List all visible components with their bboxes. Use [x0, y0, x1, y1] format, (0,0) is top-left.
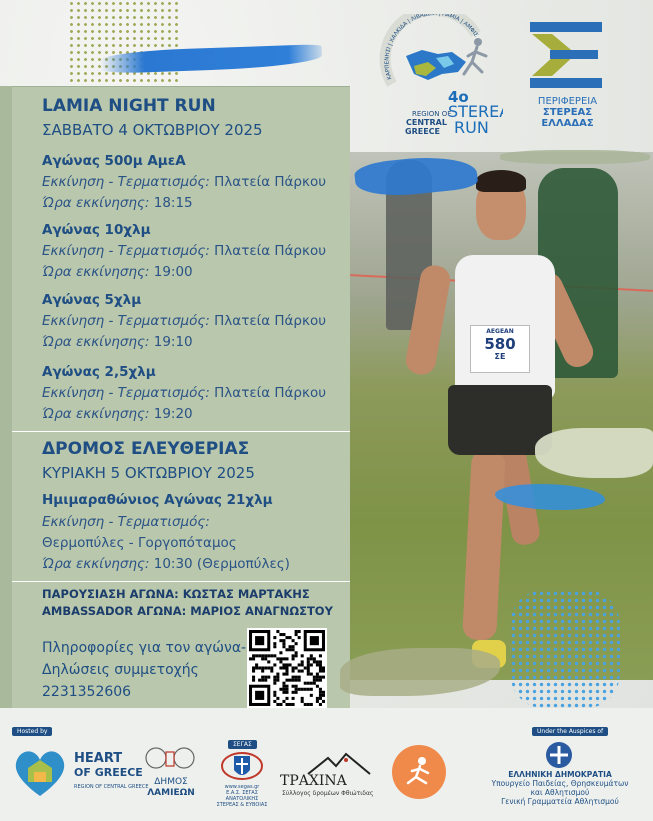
heart-of-greece-heart-icon — [10, 742, 70, 802]
trachina-sub: Σύλλογος δρομέων Φθιώτιδας — [282, 790, 374, 797]
qr-module — [282, 673, 285, 676]
qr-module — [273, 682, 276, 685]
race-start — [42, 174, 326, 190]
qr-module — [285, 648, 288, 651]
presenter-credit: ΠΑΡΟΥΣΙΑΣΗ ΑΓΩΝΑ: ΚΩΣΤΑΣ ΜΑΡΤΑΚΗΣ — [42, 587, 310, 601]
qr-module — [273, 694, 276, 697]
qr-module — [292, 670, 295, 673]
logo-name-line2: RUN — [454, 118, 489, 136]
qr-module — [307, 703, 310, 706]
race-start — [42, 243, 326, 259]
qr-module — [316, 700, 319, 703]
qr-module — [295, 688, 298, 691]
logo-arc-cities: ΚΑΡΠΕΝΗΣΙ | ΧΑΛΚΙΔΑ | ΛΙΒΑΔΕΙ | ΛΑΜΙΑ | ΑΜΦΙΣ — [384, 14, 479, 81]
qr-module — [285, 663, 288, 666]
freedom-road-title: ΔΡΟΜΟΣ ΕΛΕΥΘΕΡΙΑΣ — [42, 439, 250, 459]
qr-module — [273, 676, 276, 679]
qr-module — [298, 676, 301, 679]
qr-module — [267, 676, 270, 679]
qr-module — [279, 666, 282, 669]
qr-module — [252, 679, 255, 682]
qr-module — [249, 657, 252, 660]
qr-module — [285, 679, 288, 682]
qr-module — [307, 657, 310, 660]
qr-module — [292, 697, 295, 700]
qr-module — [322, 666, 325, 669]
qr-module — [258, 679, 261, 682]
qr-module — [258, 666, 261, 669]
qr-module — [285, 685, 288, 688]
qr-module — [316, 685, 319, 688]
qr-module — [255, 654, 258, 657]
qr-module — [270, 654, 273, 657]
qr-module — [273, 645, 276, 648]
sterea-run-logo-graphic — [378, 14, 503, 136]
race-time-value: 19:00 — [153, 264, 193, 280]
qr-module — [252, 657, 255, 660]
qr-module — [301, 688, 304, 691]
qr-module — [261, 654, 264, 657]
qr-code[interactable] — [247, 628, 327, 708]
green-brush-stroke — [500, 150, 650, 164]
qr-module — [273, 654, 276, 657]
qr-module — [313, 679, 316, 682]
race-time-value: 18:15 — [153, 195, 193, 211]
qr-module — [285, 673, 288, 676]
race-name: Αγώνας 5χλμ — [42, 292, 142, 308]
qr-module — [279, 633, 282, 636]
segas-site: www.segas.gr — [224, 784, 260, 790]
logo-region-small: REGION OF — [412, 110, 452, 118]
dimos-line1: ΔΗΜΟΣ — [154, 777, 188, 787]
qr-module — [282, 657, 285, 660]
qr-module — [307, 673, 310, 676]
qr-module — [261, 670, 264, 673]
qr-module — [276, 657, 279, 660]
segas-tag: ΣΕΓΑΣ — [228, 740, 257, 749]
qr-module — [319, 703, 322, 706]
race-time-value: 19:20 — [153, 406, 193, 422]
qr-module — [282, 639, 285, 642]
qr-module — [310, 703, 313, 706]
dimos-line2: ΛΑΜΙΕΩΝ — [147, 788, 195, 798]
region-logo-line1: ΠΕΡΙΦΕΡΕΙΑ — [537, 96, 598, 107]
qr-module — [313, 682, 316, 685]
qr-module — [264, 679, 267, 682]
qr-module — [292, 648, 295, 651]
qr-module — [298, 679, 301, 682]
freedom-road-route: Θερμοπύλες - Γοργοπόταμος — [42, 535, 237, 551]
qr-module — [255, 666, 258, 669]
qr-module — [289, 703, 292, 706]
qr-module — [279, 703, 282, 706]
qr-module — [292, 654, 295, 657]
qr-module — [292, 645, 295, 648]
qr-module — [273, 636, 276, 639]
qr-module — [307, 688, 310, 691]
qr-module — [282, 666, 285, 669]
qr-module — [273, 642, 276, 645]
auspices-label: Under the Auspices of — [532, 727, 608, 736]
qr-module — [298, 663, 301, 666]
qr-module — [282, 700, 285, 703]
qr-module — [295, 676, 298, 679]
qr-module — [270, 670, 273, 673]
qr-module — [295, 679, 298, 682]
qr-module — [295, 642, 298, 645]
qr-module — [307, 670, 310, 673]
qr-module — [292, 679, 295, 682]
region-logo-line2: ΣΤΕΡΕΑΣ — [542, 107, 593, 118]
heart-line1: HEART — [74, 751, 123, 766]
freedom-road-time — [42, 556, 290, 572]
race-start-place: Πλατεία Πάρκου — [214, 313, 327, 329]
qr-module — [279, 688, 282, 691]
qr-module — [310, 682, 313, 685]
qr-module — [282, 645, 285, 648]
qr-module — [298, 688, 301, 691]
logo-name-line1: STERE — [448, 102, 500, 121]
qr-module — [301, 697, 304, 700]
race-time-label: Ώρα εκκίνησης: — [42, 406, 150, 422]
runner-circle-icon — [392, 745, 446, 799]
logo-region-main2: GREECE — [405, 127, 440, 136]
qr-module — [292, 685, 295, 688]
qr-module — [295, 666, 298, 669]
qr-module — [319, 666, 322, 669]
qr-module — [282, 642, 285, 645]
qr-module — [319, 676, 322, 679]
qr-module — [319, 697, 322, 700]
qr-module — [316, 673, 319, 676]
government-text — [486, 770, 634, 806]
qr-module — [292, 639, 295, 642]
qr-module — [310, 657, 313, 660]
info-line1: Πληροφορίες για τον αγώνα- — [42, 640, 247, 656]
race-time — [42, 264, 193, 280]
qr-module — [255, 636, 264, 645]
qr-module — [282, 691, 285, 694]
race-time — [42, 195, 193, 211]
qr-module — [276, 630, 279, 633]
qr-module — [316, 663, 319, 666]
dimos-lamieon-text — [138, 777, 204, 799]
qr-module — [319, 670, 322, 673]
freedom-road-time-value: 10:30 (Θερμοπύλες) — [153, 556, 290, 572]
bib-suffix: ΣΕ — [494, 352, 506, 361]
qr-module — [261, 657, 264, 660]
race-time — [42, 334, 193, 350]
qr-module — [319, 688, 322, 691]
qr-module — [279, 651, 282, 654]
qr-module — [267, 660, 270, 663]
dot-pattern-decoration — [68, 0, 178, 90]
qr-module — [301, 654, 304, 657]
info-line2: Δηλώσεις συμμετοχής — [42, 662, 199, 678]
qr-module — [322, 700, 325, 703]
freedom-road-date: ΚΥΡΙΑΚΗ 5 ΟΚΤΩΒΡΙΟΥ 2025 — [42, 464, 255, 482]
qr-module — [252, 670, 255, 673]
qr-module — [319, 691, 322, 694]
race-name: Αγώνας 500μ ΑμεΑ — [42, 153, 186, 169]
trachina-name: ΤΡΑΧΙΝΑ — [280, 773, 347, 789]
blue-dot-pattern — [510, 590, 620, 708]
qr-module — [313, 657, 316, 660]
qr-module — [285, 666, 288, 669]
gov-line2: Υπουργείο Παιδείας, Θρησκευμάτων — [491, 779, 629, 788]
race-bib — [470, 325, 530, 373]
qr-module — [301, 660, 304, 663]
race-time-label: Ώρα εκκίνησης: — [42, 195, 150, 211]
qr-module — [295, 633, 298, 636]
qr-module — [285, 691, 288, 694]
race-name: Αγώνας 2,5χλμ — [42, 364, 156, 380]
qr-module — [304, 688, 307, 691]
qr-module — [295, 630, 298, 633]
qr-module — [289, 645, 292, 648]
qr-module — [255, 691, 264, 700]
qr-module — [307, 682, 310, 685]
region-logo-line3: ΕΛΛΑΔΑΣ — [541, 118, 594, 129]
race-start-label: Εκκίνηση - Τερματισμός: — [42, 385, 210, 401]
qr-module — [261, 666, 264, 669]
race-start-label: Εκκίνηση - Τερματισμός: — [42, 174, 210, 190]
qr-module — [316, 679, 319, 682]
qr-module — [289, 636, 292, 639]
qr-module — [267, 666, 270, 669]
qr-module — [270, 666, 273, 669]
qr-module — [282, 633, 285, 636]
logo-region-main1: CENTRAL — [406, 118, 447, 127]
heart-line2: OF GREECE — [74, 766, 143, 779]
qr-module — [307, 663, 310, 666]
qr-module — [307, 666, 310, 669]
qr-module — [252, 654, 255, 657]
race-name: Αγώνας 10χλμ — [42, 222, 151, 238]
gov-line4: Γενική Γραμματεία Αθλητισμού — [501, 797, 619, 806]
qr-module — [282, 682, 285, 685]
qr-module — [316, 676, 319, 679]
freedom-road-race-name: Ημιμαραθώνιος Αγώνας 21χλμ — [42, 492, 273, 508]
qr-module — [298, 630, 301, 633]
race-start-place: Πλατεία Πάρκου — [214, 385, 327, 401]
qr-module — [276, 679, 279, 682]
qr-module — [319, 654, 322, 657]
qr-module — [282, 663, 285, 666]
event-date: ΣΑΒΒΑΤΟ 4 ΟΚΤΩΒΡΙΟΥ 2025 — [42, 121, 263, 139]
dimos-lamieon-icon — [140, 740, 200, 776]
qr-module — [252, 666, 255, 669]
qr-module — [295, 651, 298, 654]
qr-module — [285, 703, 288, 706]
info-panel-edge — [0, 86, 12, 708]
qr-module — [298, 636, 301, 639]
info-phone[interactable]: 2231352606 — [42, 684, 132, 700]
section-divider — [12, 581, 350, 582]
qr-module — [252, 676, 255, 679]
qr-module — [285, 670, 288, 673]
qr-module — [279, 639, 282, 642]
qr-module — [258, 654, 261, 657]
bib-number: 580 — [484, 335, 516, 353]
gov-line1: ΕΛΛΗΝΙΚΗ ΔΗΜΟΚΡΑΤΙΑ — [508, 770, 612, 779]
qr-module — [322, 694, 325, 697]
freedom-road-start-label-text: Εκκίνηση - Τερματισμός: — [42, 514, 210, 530]
qr-module — [301, 670, 304, 673]
qr-module — [276, 676, 279, 679]
qr-module — [301, 700, 304, 703]
qr-module — [261, 679, 264, 682]
qr-module — [319, 663, 322, 666]
qr-module — [322, 676, 325, 679]
qr-module — [282, 685, 285, 688]
greek-emblem-icon — [546, 742, 572, 768]
qr-module — [307, 660, 310, 663]
hosted-by-label: Hosted by — [12, 727, 52, 736]
qr-module — [276, 673, 279, 676]
race-time-label: Ώρα εκκίνησης: — [42, 264, 150, 280]
race-start-place: Πλατεία Πάρκου — [214, 174, 327, 190]
race-start-place: Πλατεία Πάρκου — [214, 243, 327, 259]
qr-module — [292, 691, 295, 694]
qr-module — [264, 657, 267, 660]
qr-code-graphic — [249, 630, 325, 706]
segas-line1: Ε.Α.Σ. ΣΕΓΑΣ — [226, 790, 258, 796]
qr-module — [298, 670, 301, 673]
qr-module — [316, 697, 319, 700]
qr-module — [319, 694, 322, 697]
freedom-road-time-label: Ώρα εκκίνησης: — [42, 556, 150, 572]
race-start-label: Εκκίνηση - Τερματισμός: — [42, 243, 210, 259]
race-start — [42, 313, 326, 329]
qr-module — [264, 654, 267, 657]
qr-module — [313, 660, 316, 663]
heart-sub: REGION OF CENTRAL GREECE — [74, 784, 149, 790]
qr-module — [310, 694, 313, 697]
qr-module — [292, 657, 295, 660]
qr-module — [289, 663, 292, 666]
event-title: LAMIA NIGHT RUN — [42, 96, 216, 116]
qr-module — [316, 660, 319, 663]
qr-module — [310, 654, 313, 657]
qr-module — [310, 663, 313, 666]
segas-line2: ΑΝΑΤΟΛΙΚΗΣ — [225, 796, 259, 802]
race-time-value: 19:10 — [153, 334, 193, 350]
qr-module — [322, 691, 325, 694]
qr-module — [285, 636, 288, 639]
race-time — [42, 406, 193, 422]
ambassador-credit: AMBASSADOR ΑΓΩΝΑ: ΜΑΡΙΟΣ ΑΝΑΓΝΩΣΤΟΥ — [42, 604, 333, 618]
qr-module — [285, 697, 288, 700]
qr-module — [304, 682, 307, 685]
segas-text — [214, 784, 270, 808]
segas-shield-icon — [220, 750, 264, 784]
qr-module — [273, 691, 276, 694]
qr-module — [279, 660, 282, 663]
qr-module — [295, 654, 298, 657]
race-time-label: Ώρα εκκίνησης: — [42, 334, 150, 350]
qr-module — [304, 703, 307, 706]
segas-line3: ΣΤΕΡΕΑΣ & ΕΥΒΟΙΑΣ — [216, 802, 268, 808]
race-start-label: Εκκίνηση - Τερματισμός: — [42, 313, 210, 329]
qr-module — [319, 660, 322, 663]
region-logo — [530, 20, 605, 135]
qr-module — [276, 697, 279, 700]
qr-module — [322, 670, 325, 673]
qr-module — [295, 685, 298, 688]
qr-module — [285, 688, 288, 691]
qr-module — [267, 654, 270, 657]
qr-module — [301, 663, 304, 666]
qr-module — [279, 657, 282, 660]
section-divider — [12, 431, 350, 432]
freedom-road-start-label — [42, 514, 210, 530]
qr-module — [255, 663, 258, 666]
sterea-run-logo — [378, 14, 503, 136]
qr-module — [289, 648, 292, 651]
region-sigma-icon — [530, 20, 605, 90]
runner-hair — [476, 170, 526, 192]
qr-module — [285, 657, 288, 660]
qr-module — [261, 676, 264, 679]
gov-line3: και Αθλητισμού — [530, 788, 590, 797]
qr-module — [313, 676, 316, 679]
qr-module — [292, 666, 295, 669]
qr-module — [282, 688, 285, 691]
qr-module — [264, 666, 267, 669]
qr-module — [273, 663, 276, 666]
cream-brush-stroke — [535, 428, 653, 478]
qr-module — [264, 676, 267, 679]
bib-sponsor: AEGEAN — [486, 328, 514, 335]
qr-module — [310, 673, 313, 676]
qr-module — [289, 679, 292, 682]
qr-module — [292, 676, 295, 679]
qr-module — [273, 679, 276, 682]
qr-module — [273, 700, 276, 703]
logo-edition: 4o — [448, 88, 469, 106]
qr-module — [292, 703, 295, 706]
race-start — [42, 385, 326, 401]
qr-module — [276, 703, 279, 706]
qr-module — [310, 688, 313, 691]
qr-module — [310, 636, 319, 645]
qr-module — [295, 691, 298, 694]
qr-module — [304, 666, 307, 669]
qr-module — [319, 679, 322, 682]
